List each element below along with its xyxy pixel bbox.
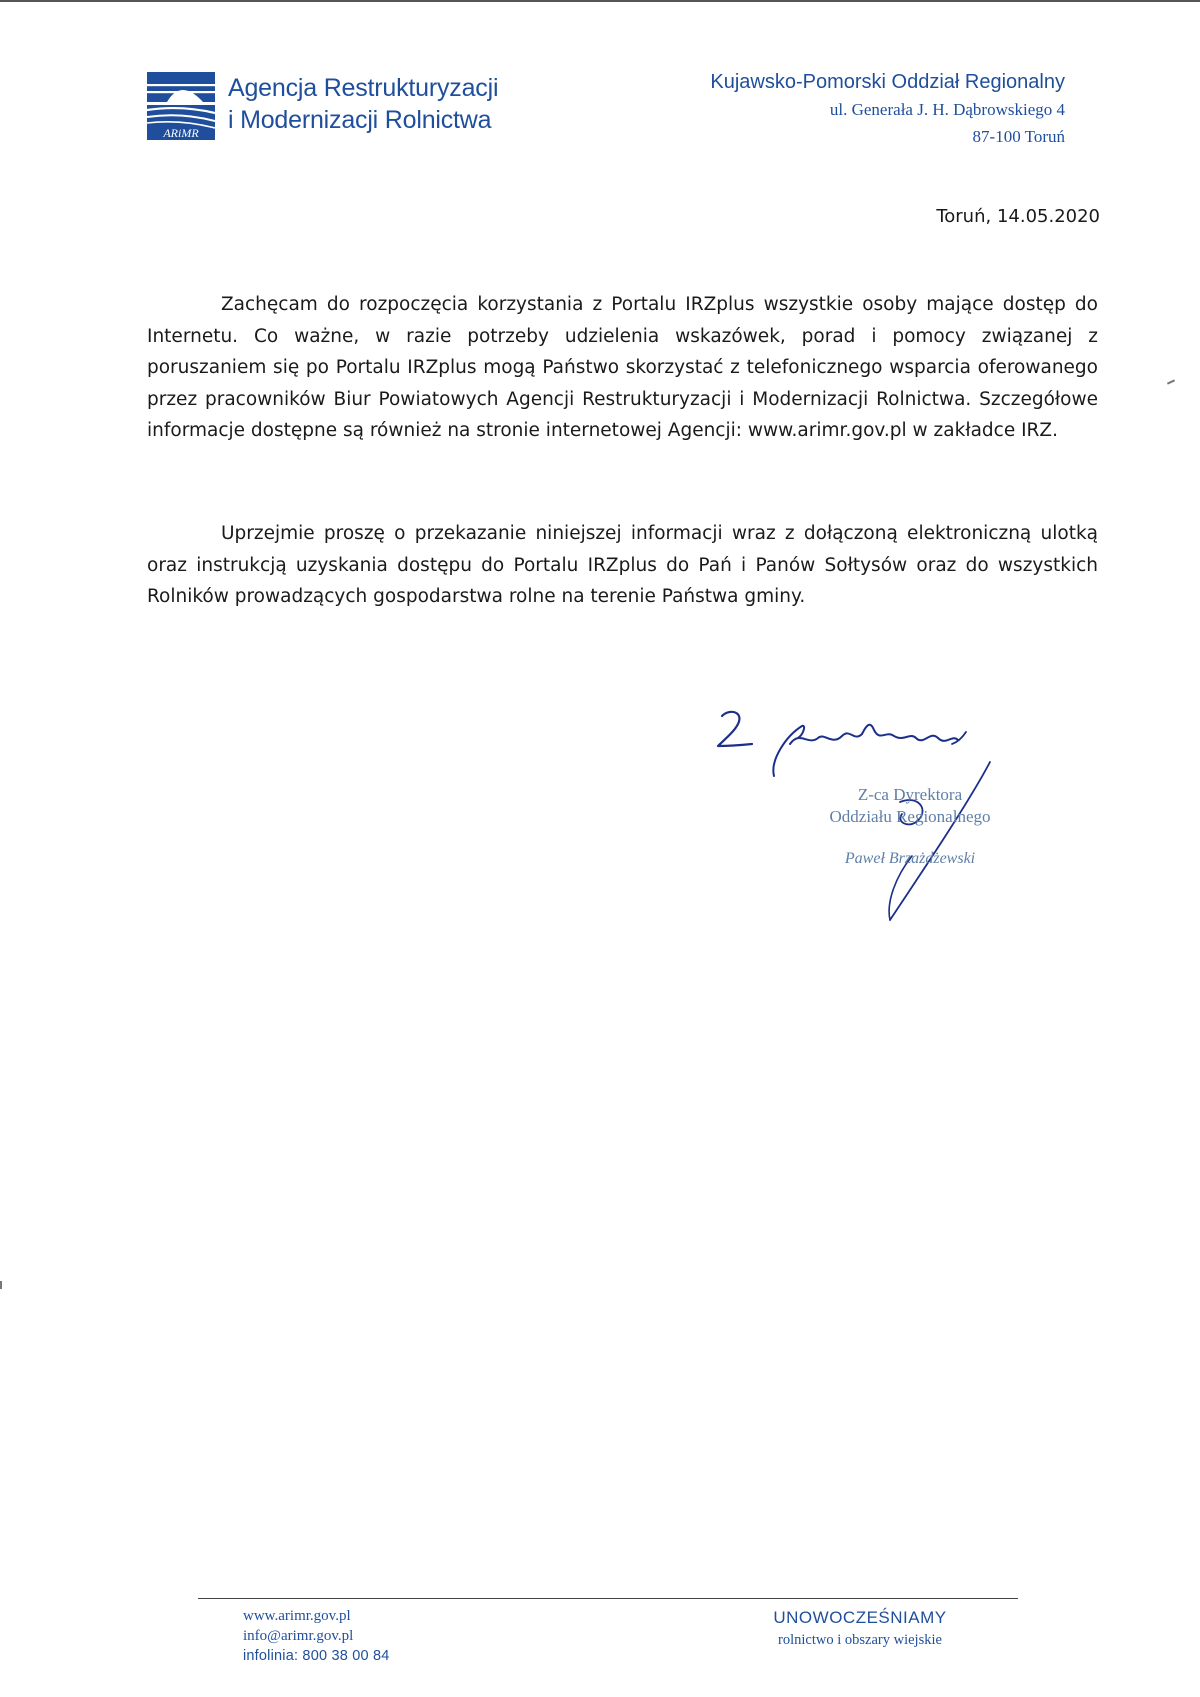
footer-slogan-block — [740, 1606, 980, 1650]
footer-slogan-subtitle: rolnictwo i obszary wiejskie — [778, 1632, 942, 1648]
stamp-title-line2: Oddziału Regionalnego — [829, 807, 991, 826]
body-paragraph-1: Zachęcam do rozpoczęcia korzystania z Portalu IRZplus wszystkie osoby mające dostęp do Internetu. Co ważne, w razie potrzeby udzielenia wskazówek, porad i pomocy związanej z poruszaniem się po Portalu IRZplus mogą Państwo skorzystać z telefonicznego wsparcia oferowanego przez pracowników Biur Powiatowych Agencji Restrukturyzacji i Modernizacji Rolnictwa. Szczegółowe informacje dostępne są również na stronie internetowej Agencji: www.arimr.gov.pl w zakładce IRZ. — [147, 294, 1098, 442]
footer-hotline: infolinia: 800 38 00 84 — [243, 1648, 390, 1664]
branch-city: 87-100 Toruń — [972, 127, 1065, 146]
stamp-person-name: Paweł Brzażdżewski — [844, 850, 976, 867]
branch-street: ul. Generała J. H. Dąbrowskiego 4 — [829, 100, 1065, 119]
scan-mark — [1167, 379, 1175, 384]
footer-email-link[interactable]: info@arimr.gov.pl — [243, 1628, 354, 1644]
svg-text:ARiMR: ARiMR — [163, 126, 199, 140]
scan-edge-top — [0, 0, 1200, 2]
scan-mark — [0, 1281, 2, 1289]
organization-name — [228, 72, 548, 136]
footer-contacts — [243, 1606, 390, 1666]
organization-name-line1: Agencja Restrukturyzacji — [228, 74, 499, 102]
organization-name-line2: i Modernizacji Rolnictwa — [228, 106, 492, 134]
stamp-title-line1: Z-ca Dyrektora — [857, 785, 963, 804]
arimr-logo-icon — [147, 72, 215, 140]
branch-address — [605, 68, 1065, 150]
body-paragraph-2: Uprzejmie proszę o przekazanie niniejszej informacji wraz z dołączoną elektroniczną ulotką oraz instrukcją uzyskania dostępu do Portalu IRZplus do Pań i Panów Sołtysów oraz do wszystkich Rolników prowadzących gospodarstwa rolne na terenie Państwa gminy. — [147, 523, 1098, 608]
branch-name: Kujawsko-Pomorski Oddział Regionalny — [710, 71, 1065, 93]
footer-divider — [198, 1598, 1018, 1599]
letter-date: Toruń, 14.05.2020 — [936, 206, 1100, 227]
footer-website-link[interactable]: www.arimr.gov.pl — [243, 1608, 351, 1624]
footer-slogan: UNOWOCZEŚNIAMY — [773, 1608, 947, 1627]
signature-stamp — [800, 784, 1020, 870]
